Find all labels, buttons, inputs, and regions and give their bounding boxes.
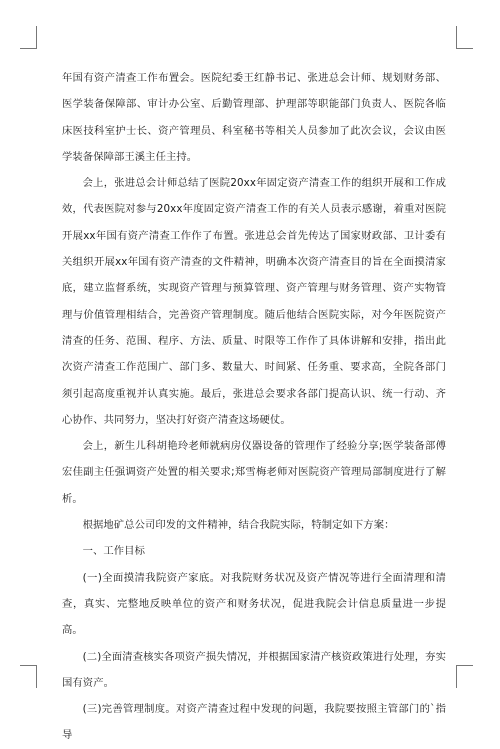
paragraph-4: 根据地矿总公司印发的文件精神，结合我院实际，特制定如下方案： [82, 519, 395, 532]
section-heading: 一、工作目标 [82, 545, 145, 558]
paragraph-7: (二)全面清查核实各项资产损失情况，并根据国家清产核资政策进行处理，夯实国有资产。 [62, 650, 446, 689]
crop-mark-top-right [456, 26, 473, 49]
paragraph-3: 会上，新生儿科胡艳玲老师就病房仪器设备的管理作了经验分享;医学装备部傅宏佳副主任强调资产处置的相关要求;郑雪梅老师对医院资产管理局部制度进行了解析。 [62, 440, 446, 505]
paragraph-2: 会上，张进总会计师总结了医院20xx年固定资产清查工作的组织开展和工作成效，代表医院对参与20xx年度固定资产清查工作的有关人员表示感谢，着重对医院开展xx年国有资产清查工作作了布置。张进总会首先传达了国家财政部、卫计委有关组织开展xx年国有资产清查的文件精神，明确本次资产清查目的旨在全面摸清家底，建立监督系统，实现资产管理与预算管理、资产管理与财务管理、资产实物管理与价值管理相结合，完善资产管理制度。随后他结合医院实际，对今年医院资产清查的任务、范围、程序、方法、质量、时限等工作作了具体讲解和安排，指出此次资产清查工作范围广、部门多、数量大、时间紧、任务重、要求高，全院各部门须引起高度重视并认真实施。最后，张进总会要求各部门提高认识、统一行动、齐心协作、共同努力，坚决打好资产清查这场硬仗。 [62, 177, 446, 426]
crop-mark-bottom-right [456, 665, 473, 688]
paragraph-1: 年国有资产清查工作布置会。医院纪委王红静书记、张进总会计师、规划财务部、医学装备保障部、审计办公室、后勤管理部、护理部等职能部门负责人、医院各临床医技科室护士长、资产管理员、科室秘书等相关人员参加了此次会议，会议由医学装备保障部王溪主任主持。 [62, 72, 446, 163]
document-body [62, 65, 446, 749]
paragraph-6: (一)全面摸清我院资产家底。对我院财务状况及资产情况等进行全面清理和清查，真实、完整地反映单位的资产和财务状况，促进我院会计信息质量进一步提高。 [62, 571, 446, 637]
paragraph-8: (三)完善管理制度。对资产清查过程中发现的问题，我院要按照主管部门的`指导 [62, 703, 446, 742]
crop-mark-top-left [20, 26, 37, 49]
crop-mark-bottom-left [20, 665, 37, 688]
